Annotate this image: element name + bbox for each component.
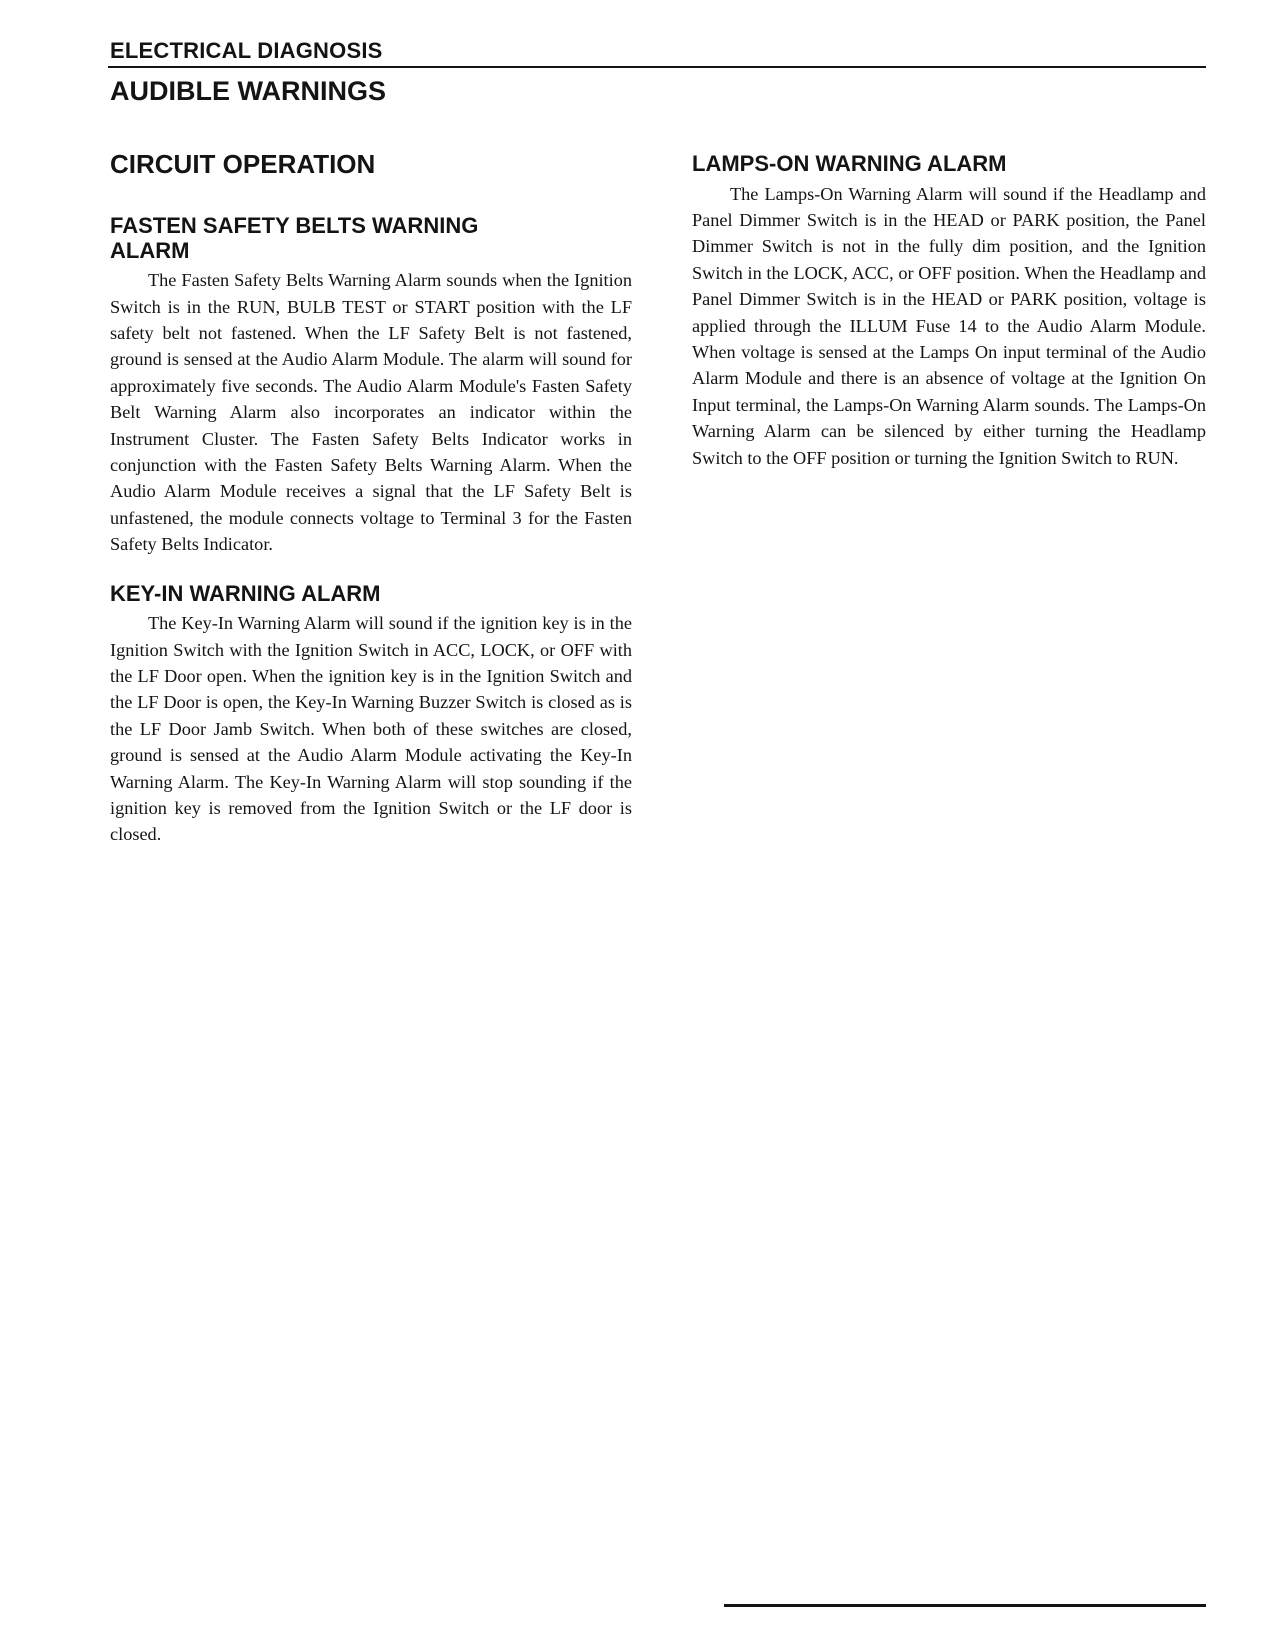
footer-rule xyxy=(724,1604,1206,1607)
fasten-safety-belts-section xyxy=(110,214,632,558)
key-in-warning-heading: KEY-IN WARNING ALARM xyxy=(110,580,381,606)
left-column xyxy=(110,150,632,872)
lamps-on-warning-heading: LAMPS-ON WARNING ALARM xyxy=(692,151,1007,176)
key-in-warning-section xyxy=(110,582,632,848)
right-column xyxy=(692,152,1206,495)
fasten-safety-belts-body: The Fasten Safety Belts Warning Alarm sounds when the Ignition Switch is in the RUN, BULB TEST or START position with the LF safety belt not fastened. When the LF Safety Belt is not fastened, ground is sensed at the Audio Alarm Module. The alarm will sound for approximately five seconds. The Audio Alarm Module's Fasten Safety Belt Warning Alarm also incorporates an indicator within the Instrument Cluster. The Fasten Safety Belts Indicator works in conjunction with the Fasten Safety Belts Warning Alarm. When the Audio Alarm Module receives a signal that the LF Safety Belt is unfastened, the module connects voltage to Terminal 3 for the Fasten Safety Belts Indicator. xyxy=(110,270,632,555)
header-rule xyxy=(108,66,1206,68)
running-header: ELECTRICAL DIAGNOSIS xyxy=(110,38,383,63)
lamps-on-warning-section xyxy=(692,152,1206,471)
section-title: AUDIBLE WARNINGS xyxy=(110,76,386,106)
lamps-on-warning-body: The Lamps-On Warning Alarm will sound if the Headlamp and Panel Dimmer Switch is in the HEAD or PARK position, the Panel Dimmer Switch is not in the fully dim position, and the Ignition Switch in the LOCK, ACC, or OFF position. When the Headlamp and Panel Dimmer Switch is in the HEAD or PARK position, voltage is applied through the ILLUM Fuse 14 to the Audio Alarm Module. When voltage is sensed at the Lamps On input terminal of the Audio Alarm Module and there is an absence of voltage at the Ignition On Input terminal, the Lamps-On Warning Alarm sounds. The Lamps-On Warning Alarm can be silenced by either turning the Headlamp Switch to the OFF position or turning the Ignition Switch to RUN. xyxy=(692,183,1206,468)
key-in-warning-body: The Key-In Warning Alarm will sound if the ignition key is in the Ignition Switch with the Ignition Switch in ACC, LOCK, or OFF with the LF Door open. When the ignition key is in the Ignition Switch and the LF Door is open, the Key-In Warning Buzzer Switch is closed as is the LF Door Jamb Switch. When both of these switches are closed, ground is sensed at the Audio Alarm Module activating the Key-In Warning Alarm. The Key-In Warning Alarm will stop sounding if the ignition key is removed from the Ignition Switch or the LF door is closed. xyxy=(110,613,632,845)
fasten-safety-belts-heading: FASTEN SAFETY BELTS WARNING ALARM xyxy=(110,212,479,263)
circuit-operation-heading: CIRCUIT OPERATION xyxy=(110,149,376,179)
